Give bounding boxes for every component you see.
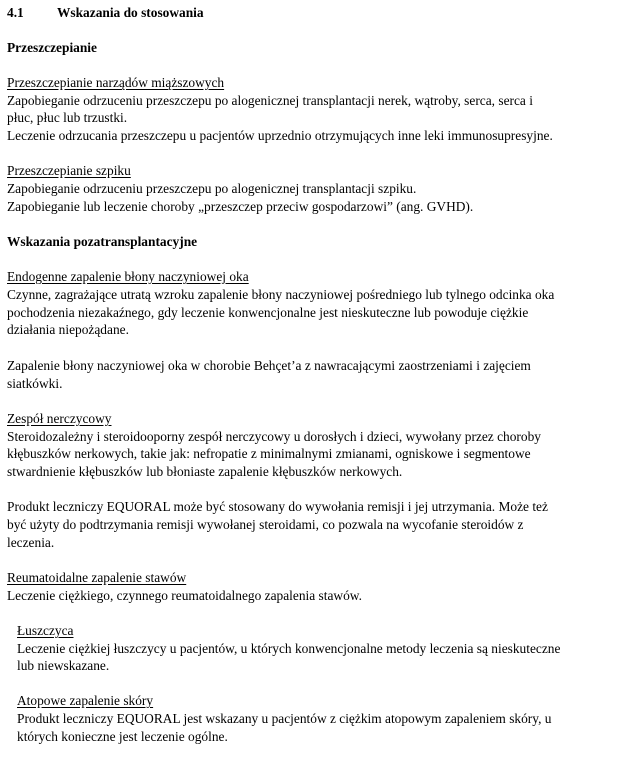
subsection-title-atopic-dermatitis: Atopowe zapalenie skóry [17,693,154,708]
text-line: Zapobieganie odrzuceniu przeszczepu po alogenicznej transplantacji nerek, wątroby, serca, serca i [7,93,533,108]
group-heading-non-transplant: Wskazania pozatransplantacyjne [7,234,198,249]
text-line: Zapobieganie lub leczenie choroby „przeszczep przeciw gospodarzowi” (ang. GVHD). [7,199,474,214]
text-line: działania niepożądane. [7,322,129,337]
subsection-title-psoriasis: Łuszczyca [17,623,74,638]
text-line: Produkt leczniczy EQUORAL może być stosowany do wywołania remisji i jej utrzymania. Może też [7,499,548,514]
subsection-title-bone-marrow: Przeszczepianie szpiku [7,163,131,178]
subsection-title-nephrotic: Zespół nerczycowy [7,411,112,426]
section-number: 4.1 [7,5,24,20]
text-line: Produkt leczniczy EQUORAL jest wskazany u pacjentów z ciężkim atopowym zapaleniem skóry, u [17,711,552,726]
group-heading-transplant: Przeszczepianie [7,40,97,55]
subsection-title-rheumatoid: Reumatoidalne zapalenie stawów [7,570,187,585]
text-line: być użyty do podtrzymania remisji wywołanej steroidami, co pozwala na wycofanie steroidów z [7,517,524,532]
text-line: kłębuszków nerkowych, takie jak: nefropatie z minimalnymi zmianami, ogniskowe i segmentowe [7,446,531,461]
text-line: których konieczne jest leczenie ogólne. [17,729,228,744]
section-heading [7,4,204,22]
section-title: Wskazania do stosowania [57,5,204,20]
text-line: Steroidozależny i steroidooporny zespół nerczycowy u dorosłych i dzieci, wywołany przez choroby [7,429,541,444]
text-line: Czynne, zagrażające utratą wzroku zapalenie błony naczyniowej pośredniego lub tylnego odcinka oka [7,287,555,302]
text-line: Leczenie ciężkiej łuszczycy u pacjentów, u których konwencjonalne metody leczenia są nieskuteczne [17,641,561,656]
text-line: Zapalenie błony naczyniowej oka w chorobie Behçet’a z nawracającymi zaostrzeniami i zajęciem [7,358,531,373]
text-line: Leczenie ciężkiego, czynnego reumatoidalnego zapalenia stawów. [7,588,362,603]
subsection-title-solid-organ: Przeszczepianie narządów miąższowych [7,75,225,90]
text-line: stwardnienie kłębuszków lub błoniaste zapalenie kłębuszków nerkowych. [7,464,403,479]
subsection-title-uveitis: Endogenne zapalenie błony naczyniowej oka [7,269,249,284]
text-line: lub niewskazane. [17,658,110,673]
text-line: leczenia. [7,535,55,550]
text-line: pochodzenia niezakaźnego, gdy leczenie konwencjonalne jest nieskuteczne lub powoduje ciężkie [7,305,529,320]
text-line: Leczenie odrzucania przeszczepu u pacjentów uprzednio otrzymujących inne leki immunosupresyjne. [7,128,553,143]
text-line: płuc, płuc lub trzustki. [7,110,128,125]
text-line: Zapobieganie odrzuceniu przeszczepu po alogenicznej transplantacji szpiku. [7,181,417,196]
text-line: siatkówki. [7,376,63,391]
